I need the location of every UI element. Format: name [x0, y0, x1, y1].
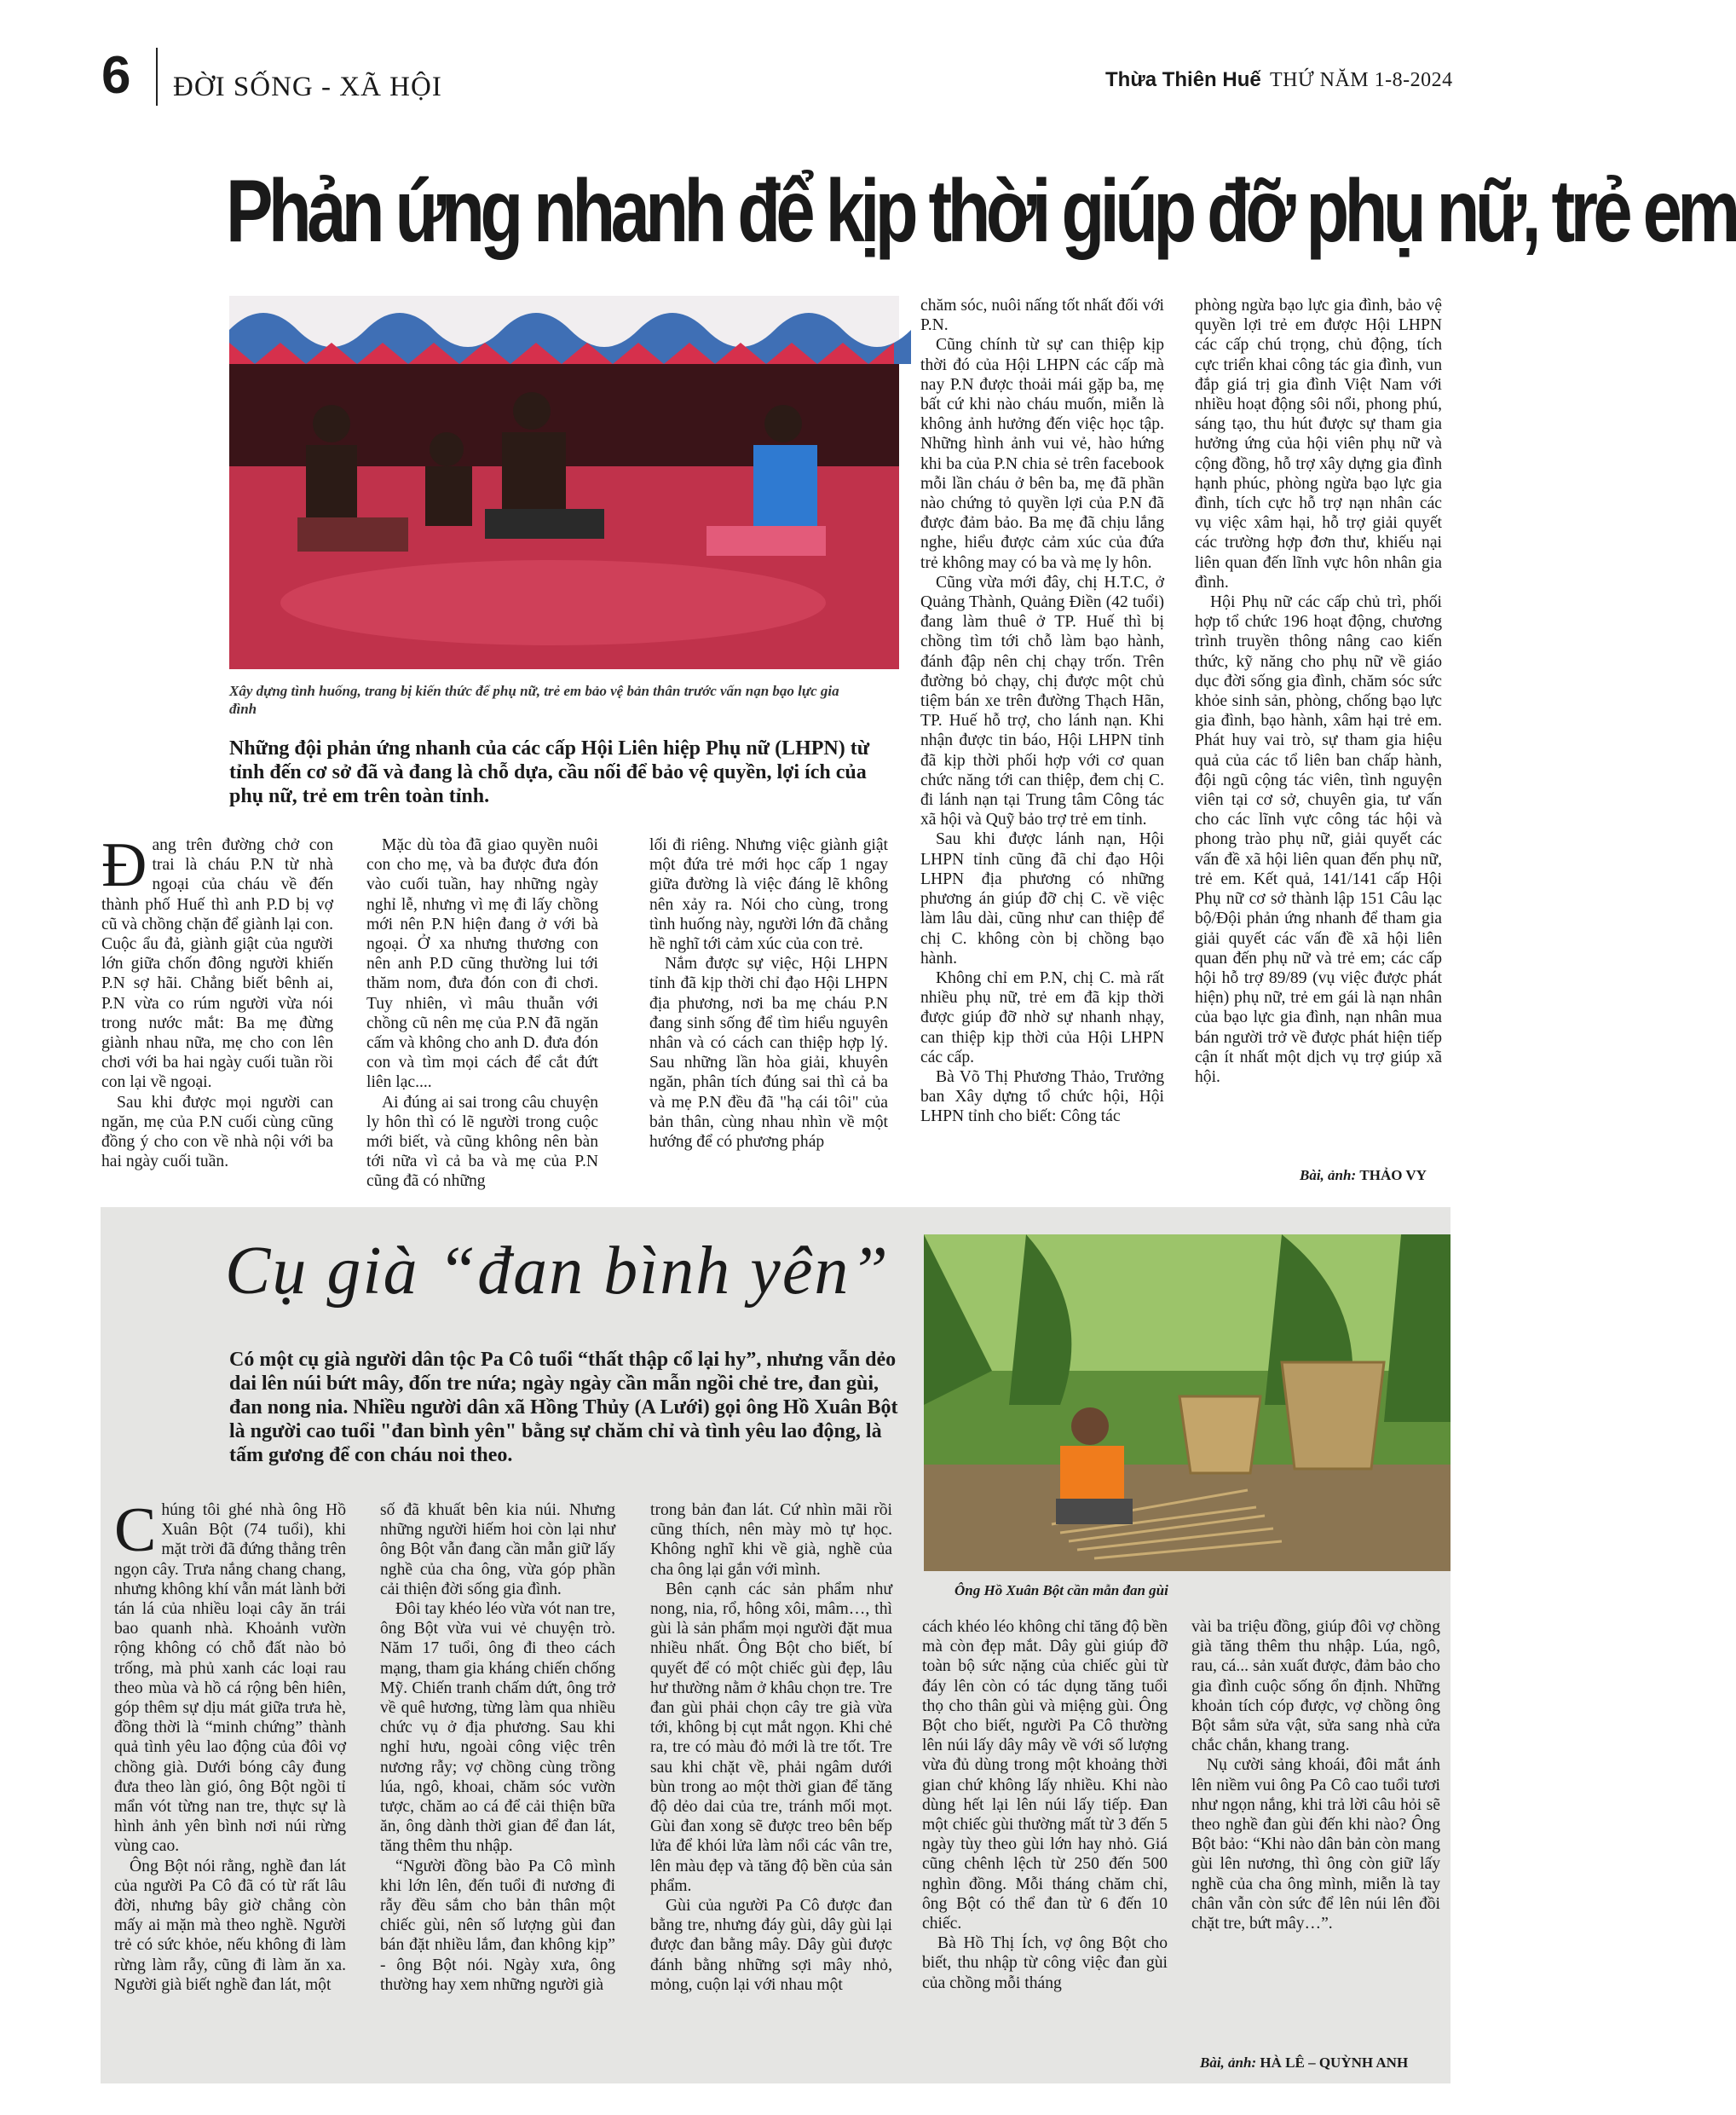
byline-label: Bài, ảnh:	[1200, 2054, 1257, 2071]
byline-name: HÀ LÊ – QUỲNH ANH	[1260, 2054, 1409, 2071]
paragraph: Cũng chính từ sự can thiệp kịp thời đó của Hội LHPN các cấp mà nay P.N được thoải mái gặp ba, mẹ bất cứ khi nào cháu muốn, miễn là không ảnh hưởng đến việc học tập. Những hình ảnh vui vẻ, hào hứng khi ba của P.N chia sẻ trên facebook mỗi lần cháu ở bên ba, mẹ đã phần nào chứng tỏ quyền lợi của P.N đã được đảm bảo. Ba mẹ đã chịu lắng nghe, hiểu được cảm xúc của đứa trẻ không may có ba và mẹ ly hôn.	[920, 336, 1164, 572]
paragraph: ang trên đường chở con trai là cháu P.N từ nhà ngoại của cháu về đến thành phố Huế thì anh P.D bị vợ cũ và chồng chặn để giành lại con. Cuộc ẩu đả, giành giật của người lớn giữa chốn đông người khiến P.N sợ hãi. Chẳng biết bênh ai, P.N vừa co rúm người vừa nói trong nước mắt: Ba mẹ đừng giành nhau nữa, mẹ cho con lên chơi với ba hai ngày cuối tuần rồi con lại về ngoại.	[101, 836, 333, 1092]
story1-column-3	[649, 835, 888, 1152]
story1-column-5	[1195, 296, 1442, 1087]
paragraph: phòng ngừa bạo lực gia đình, bảo vệ quyền lợi trẻ em được Hội LHPN các cấp chú trọng, chủ động, tích cực triển khai công tác gia đình, vun đắp giá trị gia đình Việt Nam với nhiều hoạt động sôi nổi, phong phú, sáng tạo, thu hút được sự tham gia hưởng ứng của hội viên phụ nữ và cộng đồng, hỗ trợ xây dựng gia đình hạnh phúc, phòng ngừa bạo lực gia đình, tích cực hỗ trợ nạn nhân các vụ việc xâm hại, hỗ trợ giải quyết các trường hợp đơn thư, khiếu nại liên quan đến lĩnh vực hôn nhân gia đình.	[1195, 297, 1442, 592]
paragraph: Mặc dù tòa đã giao quyền nuôi con cho mẹ, và ba được đưa đón vào cuối tuần, hay những ngày nghỉ lễ, nhưng vì mẹ đi lấy chồng mới nên P.N hiện đang ở với bà ngoại. Ở xa nhưng thương con nên anh P.D cũng thường lui tới thăm nom, đưa đón con đi chơi. Tuy nhiên, vì mâu thuẫn với chồng cũ nên mẹ của P.N đã ngăn cấm và không cho anh D. đưa đón con và tìm mọi cách để cắt đứt liên lạc....	[366, 836, 598, 1092]
byline-label: Bài, ảnh:	[1300, 1167, 1357, 1183]
paragraph: Bà Võ Thị Phương Thảo, Trưởng ban Xây dựng tổ chức hội, Hội LHPN tỉnh cho biết: Công tác	[920, 1067, 1164, 1126]
story2-column-2	[380, 1500, 615, 1995]
paragraph: vài ba triệu đồng, giúp đôi vợ chồng già tăng thêm thu nhập. Lúa, ngô, rau, cá... sản xuất được, đảm bảo cho gia đình cuộc sống ổn định. Những khoản tích cóp được, vợ chồng ông Bột sắm sửa vật, sửa sang nhà cửa chắc chắn, khang trang.	[1191, 1618, 1440, 1755]
story2-column-5	[1191, 1617, 1440, 1933]
paragraph: Sau khi được lánh nạn, Hội LHPN tỉnh cũng đã chỉ đạo Hội LHPN địa phương có những phương án giúp đỡ chị C. về việc làm lâu dài, cũng như can thiệp để chị C. không còn bị chồng bạo hành.	[920, 830, 1164, 968]
story1-dropcap: Đ	[101, 830, 147, 900]
paragraph: húng tôi ghé nhà ông Hồ Xuân Bột (74 tuổi), khi mặt trời đã đứng thẳng trên ngọn cây. Trưa nắng chang chang, nhưng không khí vẫn mát lành bởi tán lá của nhiều loại cây ăn trái bao quanh nhà. Khoảnh vườn rộng không có chỗ đất nào bỏ trống, mà phủ xanh các loại rau theo mùa và hồ cá rộng bên hiên, góp thêm sự dịu mát giữa trưa hè, đồng thời là “minh chứng” thành quả tình yêu lao động của đôi vợ chồng già. Dưới bóng cây đung đưa theo làn gió, ông Bột ngồi tỉ mẩn vót từng nan tre, thực sự là hình ảnh yên bình nơi núi rừng vùng cao.	[114, 1501, 346, 1856]
paragraph: Sau khi được mọi người can ngăn, mẹ của P.N cuối cùng cũng đồng ý cho con về nhà nội với ba hai ngày cuối tuần.	[101, 1093, 333, 1171]
paragraph: Nắm được sự việc, Hội LHPN tỉnh đã kịp thời chỉ đạo Hội LHPN địa phương, nơi ba mẹ cháu P.N đang sinh sống để tìm hiểu nguyên nhân và có cách can thiệp hợp lý. Sau những lần hòa giải, khuyên ngăn, phân tích đúng sai thì cả ba và mẹ P.N đều đã "hạ cái tôi" của bản thân, cùng nhau nhìn về một hướng để có phương pháp	[649, 955, 888, 1152]
story1-photo-caption: Xây dựng tình huống, trang bị kiến thức để phụ nữ, trẻ em bảo vệ bản thân trước vấn nạn bạo lực gia đình	[229, 683, 839, 717]
paragraph: “Người đồng bào Pa Cô mình khi lớn lên, đến tuổi đi nương đi rẫy đều sắm cho bản thân một chiếc gùi, nên số lượng gùi đan bán đặt nhiều lắm, đan không kịp” - ông Bột nói. Ngày xưa, ông thường hay xem những người già	[380, 1857, 615, 1994]
paragraph: Bà Hồ Thị Ích, vợ ông Bột cho biết, thu nhập từ công việc đan gùi của chồng mỗi tháng	[922, 1934, 1168, 1992]
paragraph: số đã khuất bên kia núi. Nhưng những người hiếm hoi còn lại như ông Bột vẫn đang cần mẫn giữ lấy nghề của cha ông, vừa góp phần cải thiện đời sống gia đình.	[380, 1501, 615, 1598]
section-title: ĐỜI SỐNG - XÃ HỘI	[173, 72, 442, 102]
story1-headline: Phản ứng nhanh để kịp thời giúp đỡ phụ nữ, trẻ em	[226, 162, 1736, 261]
story2-byline	[1200, 2054, 1408, 2072]
paragraph: Ai đúng ai sai trong câu chuyện ly hôn thì có lẽ người trong cuộc mới biết, và cũng không nên bàn tới nữa vì cả ba và mẹ của P.N cũng đã có những	[366, 1093, 598, 1191]
paragraph: cách khéo léo không chỉ tăng độ bền mà còn đẹp mắt. Dây gùi giúp đỡ toàn bộ sức nặng của chiếc gùi từ đáy lên còn có tác dụng tăng tuổi thọ cho thân gùi và miệng gùi. Ông Bột cho biết, người Pa Cô thường lên núi lấy dây mây về với số lượng vừa đủ dùng trong một khoảng thời gian chứ không lấy nhiều. Khi nào dùng hết lại lên núi lấy tiếp. Đan một chiếc gùi thường mất từ 3 đến 5 ngày tùy theo gùi lớn hay nhỏ. Giá cũng chênh lệch từ 250 đến 500 nghìn đồng. Mỗi tháng chăm chỉ, ông Bột có thể đan từ 6 đến 10 chiếc.	[922, 1618, 1168, 1933]
issue-date: THỨ NĂM 1-8-2024	[1270, 69, 1453, 91]
story1-column-4	[920, 296, 1164, 1127]
story1-column-2	[366, 835, 598, 1192]
story1-column-1	[101, 830, 333, 1171]
paragraph: Cũng vừa mới đây, chị H.T.C, ở Quảng Thành, Quảng Điền (42 tuổi) đang làm thuê ở TP. Huế thì bị chồng tìm tới chỗ làm bạo hành, đánh đập nên chị chạy trốn. Trên đường bỏ chạy, chị được một chủ tiệm bán xe trên đường Thạch Hãn, TP. Huế hỗ trợ, cho lánh nạn. Khi nhận được tin báo, Hội LHPN tỉnh đã kịp thời phối hợp với cơ quan chức năng tới can thiệp, đem chị C. đi lánh nạn tại Trung tâm Công tác xã hội và Quỹ bảo trợ trẻ em tỉnh.	[920, 573, 1164, 829]
paragraph: Không chỉ em P.N, chị C. mà rất nhiều phụ nữ, trẻ em đã kịp thời được giúp đỡ nhờ sự nhanh nhạy, can thiệp kịp thời của Hội LHPN các cấp.	[920, 968, 1164, 1066]
paragraph: chăm sóc, nuôi nấng tốt nhất đối với P.N.	[920, 297, 1164, 335]
story2-column-4	[922, 1617, 1168, 1993]
paragraph: Gùi của người Pa Cô được đan bằng tre, nhưng đáy gùi, dây gùi lại được đan bằng mây. Dây gùi được đánh bằng những sợi mây nhỏ, mỏng, cuộn lại với nhau một	[650, 1897, 892, 1994]
story2-photo	[924, 1234, 1451, 1571]
story2-photo-caption: Ông Hồ Xuân Bột cần mẫn đan gùi	[955, 1582, 1168, 1598]
story2-dropcap: C	[114, 1495, 157, 1565]
paragraph: trong bản đan lát. Cứ nhìn mãi rồi cũng thích, nên mày mò tự học. Không nghĩ khi về già, nghề của cha ông lại gắn với mình.	[650, 1501, 892, 1579]
story2-lead: Có một cụ già người dân tộc Pa Cô tuổi “thất thập cổ lại hy”, nhưng vẫn dẻo dai lên núi bứt mây, đốn tre nứa; ngày ngày cần mẫn ngồi chẻ tre, đan gùi, đan nong nia. Nhiều người dân xã Hồng Thủy (A Lưới) gọi ông Hồ Xuân Bột là người cao tuổi "đan bình yên" bằng sự chăm chỉ và tình yêu lao động, là tấm gương để con cháu noi theo.	[229, 1349, 898, 1466]
story2-headline: Cụ già “đan bình yên”	[225, 1234, 890, 1309]
header-divider	[156, 48, 158, 106]
story1-byline	[1300, 1167, 1427, 1184]
newspaper-name: Thừa Thiên Huế	[1105, 68, 1261, 91]
page-number: 6	[101, 46, 131, 105]
paragraph: lối đi riêng. Nhưng việc giành giật một đứa trẻ mới học cấp 1 ngay giữa đường là việc đáng lẽ không nên xảy ra. Nói cho cùng, trong tình huống này, người lớn đã chẳng hề nghĩ tới cảm xúc của con trẻ.	[649, 836, 888, 954]
story1-lead: Những đội phản ứng nhanh của các cấp Hội Liên hiệp Phụ nữ (LHPN) từ tỉnh đến cơ sở đã và đang là chỗ dựa, cầu nối để bảo vệ quyền, lợi ích của phụ nữ, trẻ em trên toàn tỉnh.	[229, 737, 870, 807]
story2-column-3	[650, 1500, 892, 1995]
story2-column-1	[114, 1495, 346, 1995]
paragraph: Hội Phụ nữ các cấp chủ trì, phối hợp tổ chức 196 hoạt động, chương trình truyền thông nâng cao kiến thức, kỹ năng cho phụ nữ về giáo dục đời sống gia đình, chăm sóc sức khỏe sinh sản, phòng, chống bạo lực gia đình, bạo hành, xâm hại trẻ em. Phát huy vai trò, sự tham gia hiệu quả của các tổ liên ban chấp hành, đội ngũ cộng tác viên, tình nguyện viên tại cơ sở, chuyên gia, tư vấn cho các lĩnh vực công tác hội và phong trào phụ nữ, giải quyết các vấn đề xã hội liên quan đến phụ nữ, trẻ em. Kết quả, 141/141 cấp Hội Phụ nữ cơ sở thành lập 151 Câu lạc bộ/Đội phản ứng nhanh để tham gia giải quyết các vấn đề xã hội liên quan đến phụ nữ và trẻ em; các cấp hội hỗ trợ 89/89 (vụ việc được phát hiện) phụ nữ, trẻ em gái là nạn nhân của bạo lực gia đình, nạn nhân mua bán người trở về được phát hiện tiếp cận ít nhất một dịch vụ trợ giúp xã hội.	[1195, 593, 1442, 1086]
byline-name: THẢO VY	[1359, 1167, 1427, 1183]
paragraph: Đôi tay khéo léo vừa vót nan tre, ông Bột vừa vui vẻ chuyện trò. Năm 17 tuổi, ông đi theo cách mạng, tham gia kháng chiến chống Mỹ. Chiến tranh chấm dứt, ông trở về quê hương, từng làm qua nhiều chức vụ ở địa phương. Sau khi nghỉ hưu, ngoài công việc trên nương rẫy; vợ chồng cùng trồng lúa, ngô, khoai, chăm sóc vườn tược, chăm ao cá để cải thiện bữa ăn, ông dành thời gian để đan lát, tăng thêm thu nhập.	[380, 1600, 615, 1856]
story1-photo	[229, 296, 899, 669]
paragraph: Nụ cười sảng khoái, đôi mắt ánh lên niềm vui ông Pa Cô cao tuổi tươi như ngọn nắng, khi trả lời câu hỏi sẽ theo nghề đan gùi đến khi nào? Ông Bột bảo: “Khi nào dân bản còn mang gùi lên nương, thì ông còn giữ lấy nghề của cha ông mình, miễn là tay chân vẫn còn sức để lên núi lên đồi chặt tre, bứt mây…”.	[1191, 1756, 1440, 1933]
paragraph: Ông Bột nói rằng, nghề đan lát của người Pa Cô đã có từ rất lâu đời, nhưng bây giờ chẳng còn mấy ai mặn mà theo nghề. Người trẻ có sức khỏe, nếu không đi làm rừng làm rẫy, cũng đi làm ăn xa. Người già biết nghề đan lát, một	[114, 1857, 346, 1994]
paragraph: Bên cạnh các sản phẩm như nong, nia, rổ, hông xôi, mâm…, thì gùi là sản phẩm mọi người đặt mua nhiều nhất. Ông Bột cho biết, bí quyết để có một chiếc gùi đẹp, lâu hư thường nằm ở khâu chọn tre. Tre đan gùi phải chọn cây tre già vừa tới, không bị cụt mắt ngọn. Khi chẻ ra, tre có màu đỏ mới là tre tốt. Tre sau khi chặt về, phải ngâm dưới bùn trong ao một thời gian để tăng độ dẻo dai của tre, tránh mối mọt. Gùi đan xong sẽ được treo bên bếp lửa để khói lửa làm nổi các vân tre, lên màu đẹp và tăng độ bền của sản phẩm.	[650, 1580, 892, 1895]
